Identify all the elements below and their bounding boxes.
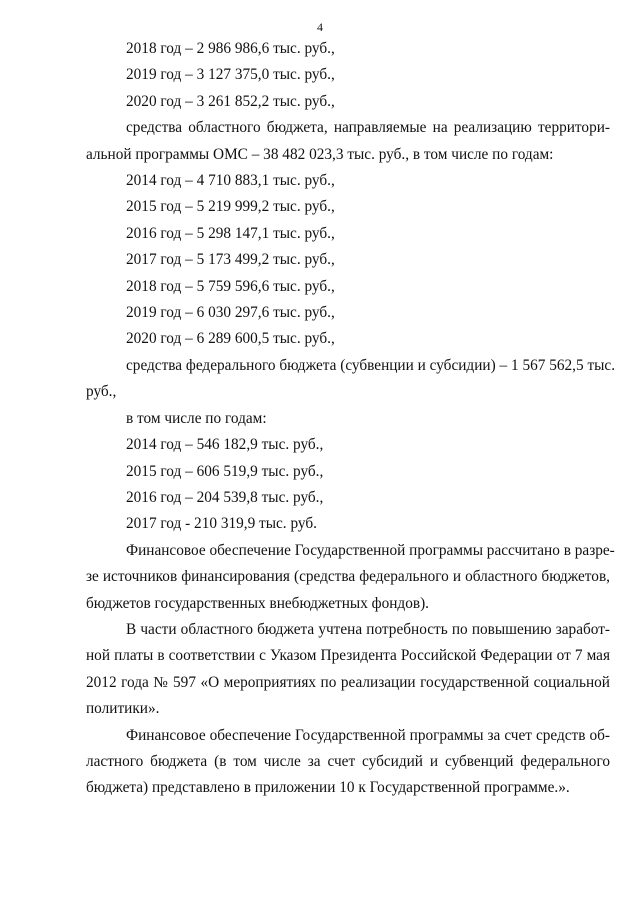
document-body (86, 36, 616, 802)
text-line: 2019 год – 3 127 375,0 тыс. руб., (126, 66, 335, 84)
text-line: 2019 год – 6 030 297,6 тыс. руб., (126, 304, 335, 322)
text-line: 2015 год – 606 519,9 тыс. руб., (126, 462, 324, 480)
text-line: альной программы ОМС – 38 482 023,3 тыс. руб., в том числе по годам: (86, 145, 554, 163)
text-line: 2012 года № 597 «О мероприятиях по реализации государственной социальной (86, 673, 610, 691)
text-line: ной платы в соответствии с Указом Президента Российской Федерации от 7 мая (86, 647, 610, 665)
text-line: руб., (86, 383, 117, 401)
text-line: 2015 год – 5 219 999,2 тыс. руб., (126, 198, 335, 216)
text-line: 2016 год – 5 298 147,1 тыс. руб., (126, 224, 335, 242)
text-line: Финансовое обеспечение Государственной программы рассчитано в разре- (126, 541, 615, 559)
text-line: в том числе по годам: (126, 409, 267, 427)
text-line: зе источников финансирования (средства федерального и областного бюджетов, (86, 568, 610, 586)
text-line: Финансовое обеспечение Государственной программы за счет средств об- (126, 726, 610, 744)
text-line: 2017 год – 5 173 499,2 тыс. руб., (126, 251, 335, 269)
text-line: 2020 год – 6 289 600,5 тыс. руб., (126, 330, 335, 348)
text-line: 2018 год – 5 759 596,6 тыс. руб., (126, 277, 335, 295)
text-line: бюджета) представлено в приложении 10 к Государственной программе.». (86, 779, 570, 797)
text-line: В части областного бюджета учтена потребность по повышению заработ- (126, 620, 610, 638)
text-line: политики». (86, 700, 160, 718)
text-line: бюджетов государственных внебюджетных фондов). (86, 594, 429, 612)
text-line: 2016 год – 204 539,8 тыс. руб., (126, 488, 324, 506)
page-number: 4 (317, 20, 323, 34)
text-line: средства областного бюджета, направляемые на реализацию территори- (126, 119, 610, 137)
text-line: 2017 год - 210 319,9 тыс. руб. (126, 515, 317, 533)
text-line: 2014 год – 546 182,9 тыс. руб., (126, 436, 324, 454)
text-line: 2014 год – 4 710 883,1 тыс. руб., (126, 172, 335, 190)
text-line: 2020 год – 3 261 852,2 тыс. руб., (126, 92, 335, 110)
text-line: ластного бюджета (в том числе за счет субсидий и субвенций федерального (86, 752, 610, 770)
text-line: 2018 год – 2 986 986,6 тыс. руб., (126, 40, 335, 57)
text-line: средства федерального бюджета (субвенции и субсидии) – 1 567 562,5 тыс. (126, 356, 616, 374)
